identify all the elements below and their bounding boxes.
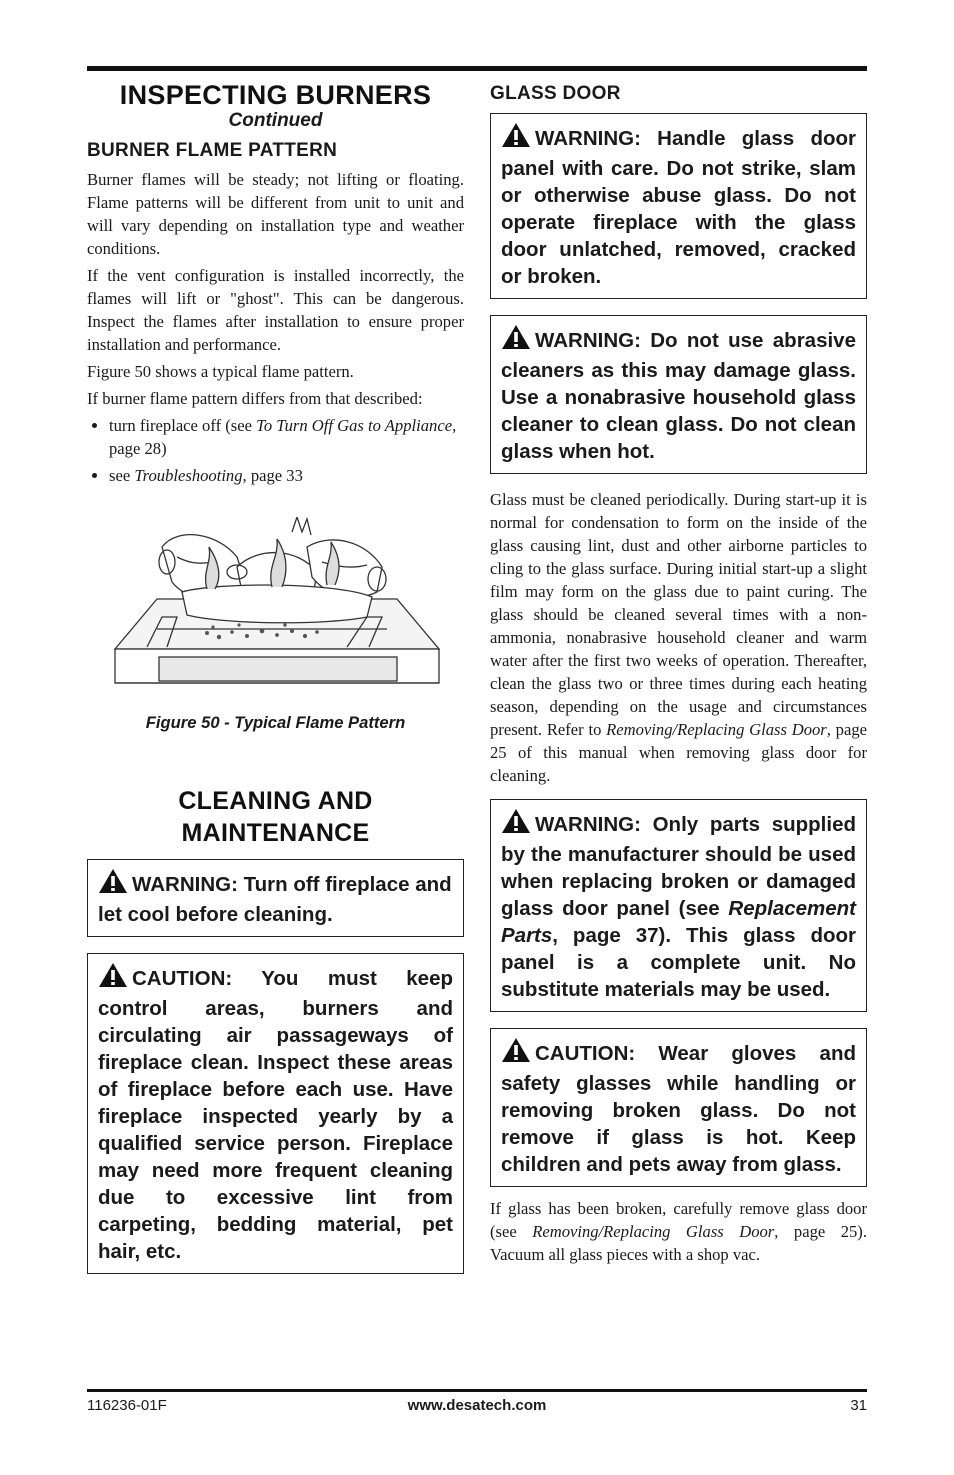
right-column xyxy=(490,80,867,1270)
caution-box xyxy=(490,1028,867,1187)
paragraph: If glass has been broken, carefully remove glass door (see Removing/Replacing Glass Door, page 25). Vacuum all glass pieces with a shop vac. xyxy=(490,1199,867,1264)
list-item: • turn fireplace off (see To Turn Off Gas to Appliance, page 28) xyxy=(109,414,464,460)
doc-number: 116236-01F xyxy=(87,1397,167,1414)
warning-text: WARNING: Handle glass door panel with care. Do not strike, slam or otherwise abuse glass. Do not operate fireplace with the glass door unlatched, removed, cracked or broken. xyxy=(501,127,856,288)
warning-box xyxy=(490,113,867,299)
warning-text: WARNING: Do not use abrasive cleaners as this may damage glass. Use a nonabrasive household glass cleaner to clean glass. Do not clean glass when hot. xyxy=(501,329,856,463)
website-link[interactable]: www.desatech.com xyxy=(407,1397,547,1414)
cross-reference: Troubleshooting xyxy=(134,466,243,485)
paragraph: If burner flame pattern differs from that described: xyxy=(87,389,423,408)
figure-caption: Figure 50 - Typical Flame Pattern xyxy=(145,713,406,732)
caution-text: CAUTION: You must keep control areas, burners and circulating air passageways of fireplace clean. Inspect these areas of fireplace before each use. Have fireplace inspected yearly by a qualified service person. Fireplace may need more frequent cleaning due to excessive lint from carpeting, bedding material, pet hair, etc. xyxy=(98,967,453,1263)
cross-reference: To Turn Off Gas to Appliance xyxy=(256,416,453,435)
warning-icon xyxy=(501,324,531,357)
warning-icon xyxy=(98,868,128,901)
cross-reference: Replacement Parts xyxy=(501,897,856,947)
warning-icon xyxy=(501,1037,531,1070)
warning-box: WARNING: Only parts supplied by the manufacturer should be used when replacing broken or damaged glass door panel (see Replacement Parts, page 37). This glass door panel is a complete unit. No substitute materials may be used. xyxy=(490,799,867,1012)
burner-flame-heading: BURNER FLAME PATTERN xyxy=(87,140,338,161)
cleaning-title-line2: MAINTENANCE xyxy=(181,819,370,847)
list-item: • see Troubleshooting, page 33 xyxy=(109,464,464,487)
paragraph: If the vent configuration is installed incorrectly, the flames will lift or "ghost". This can be dangerous. Inspect the flames after installation to ensure proper installation and performance. xyxy=(87,266,464,354)
fireplace-illustration xyxy=(87,517,464,699)
continued-label: Continued xyxy=(228,110,323,131)
glass-door-heading: GLASS DOOR xyxy=(490,83,621,104)
paragraph: Figure 50 shows a typical flame pattern. xyxy=(87,362,354,381)
paragraph: Glass must be cleaned periodically. During start-up it is normal for condensation to form on the inside of the glass causing lint, dust and other airborne particles to cling to the glass surface. During initial start-up a slight film may form on the glass due to paint curing. The glass should be cleaned several times with a non-ammonia, nonabrasive household cleaner and warm water after the first two weeks of operation. Thereafter, clean the glass two or three times during each heating season, depending on the usage and circumstances present. Refer to Removing/Replacing Glass Door, page 25 of this manual when removing glass door for cleaning. xyxy=(490,490,868,785)
caution-box xyxy=(87,953,464,1274)
cleaning-title-line1: CLEANING AND xyxy=(178,787,373,815)
warning-box xyxy=(87,859,464,937)
cross-reference: Removing/Replacing Glass Door xyxy=(532,1222,775,1241)
flame-pattern-figure xyxy=(87,517,464,699)
left-column xyxy=(87,80,464,1274)
warning-text: WARNING: Turn off fireplace and let cool before cleaning. xyxy=(98,873,452,926)
cross-reference: Removing/Replacing Glass Door xyxy=(606,720,827,739)
warning-icon xyxy=(501,808,531,841)
footer-rule xyxy=(87,1389,867,1392)
top-rule xyxy=(87,66,867,71)
warning-icon xyxy=(501,122,531,155)
paragraph: Burner flames will be steady; not lifting or floating. Flame patterns will be different from unit to unit and will vary depending on installation type and weather conditions. xyxy=(87,170,464,258)
warning-icon xyxy=(98,962,128,995)
bullet-list xyxy=(87,414,464,487)
warning-box xyxy=(490,315,867,474)
section-title: INSPECTING BURNERS xyxy=(119,80,432,110)
caution-text: CAUTION: Wear gloves and safety glasses while handling or removing broken glass. Do not remove if glass is hot. Keep children and pets away from glass. xyxy=(501,1042,856,1176)
page-number: 31 xyxy=(850,1397,867,1414)
